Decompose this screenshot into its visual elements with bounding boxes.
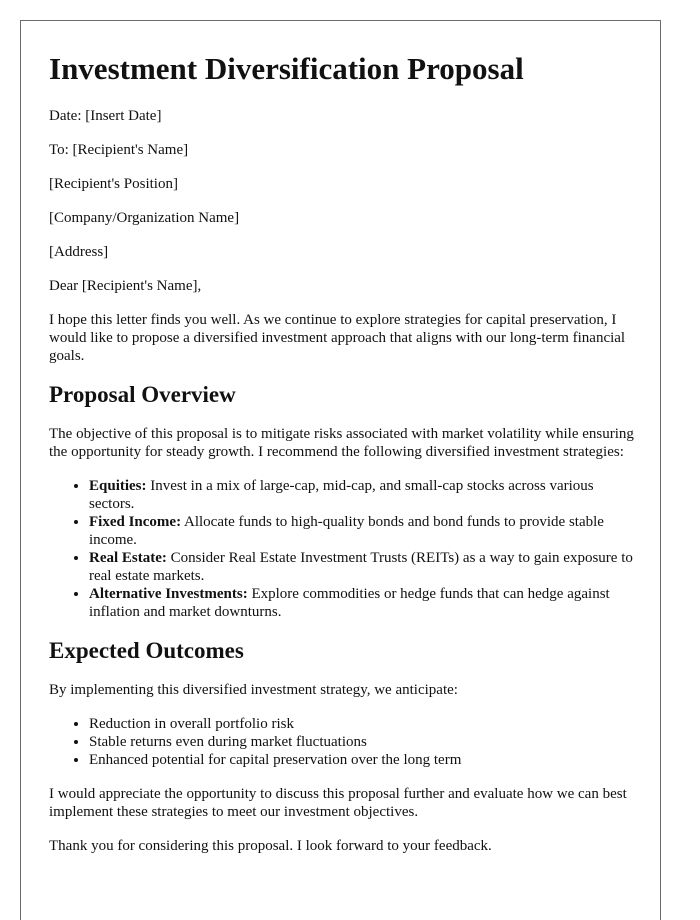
strategy-text: Explore commodities or hedge funds that can hedge against inflation and market downturns. <box>89 586 610 620</box>
outcome-item: • Reduction in overall portfolio risk <box>89 715 639 733</box>
outcome-item: • Enhanced potential for capital preservation over the long term <box>89 751 639 769</box>
strategy-item-real-estate <box>89 549 639 585</box>
letter-body <box>49 107 639 871</box>
strategy-text: Invest in a mix of large-cap, mid-cap, and small-cap stocks across various sectors. <box>89 478 594 512</box>
strategy-list <box>49 477 639 621</box>
section-heading-outcomes: Expected Outcomes <box>49 638 244 663</box>
company-line: [Company/Organization Name] <box>49 210 240 226</box>
recipient-position-line: [Recipient's Position] <box>49 176 178 192</box>
outcome-item: • Stable returns even during market fluctuations <box>89 733 639 751</box>
strategy-label: Equities: <box>89 478 147 494</box>
strategy-item-alternative <box>89 585 639 621</box>
date-line: Date: [Insert Date] <box>49 108 162 124</box>
recipient-name-line: To: [Recipient's Name] <box>49 142 189 158</box>
strategy-label: Fixed Income: <box>89 514 182 530</box>
strategy-label: Alternative Investments: <box>89 586 248 602</box>
outcomes-paragraph: By implementing this diversified investment strategy, we anticipate: <box>49 682 458 698</box>
strategy-label: Real Estate: <box>89 550 167 566</box>
strategy-text: Consider Real Estate Investment Trusts (REITs) as a way to gain exposure to real estate markets. <box>89 550 633 584</box>
thanks-paragraph: Thank you for considering this proposal. I look forward to your feedback. <box>49 838 492 854</box>
salutation: Dear [Recipient's Name], <box>49 278 202 294</box>
address-line: [Address] <box>49 244 109 260</box>
document-title: Investment Diversification Proposal <box>49 51 524 86</box>
letter-page <box>20 20 661 920</box>
strategy-item-fixed-income <box>89 513 639 549</box>
strategy-item-equities <box>89 477 639 513</box>
strategy-text: Allocate funds to high-quality bonds and bond funds to provide stable income. <box>89 514 604 548</box>
intro-paragraph: I hope this letter finds you well. As we continue to explore strategies for capital preservation, I would like to propose a diversified investment approach that aligns with our long-term financial goals. <box>49 312 626 364</box>
closing-paragraph: I would appreciate the opportunity to discuss this proposal further and evaluate how we can best implement these strategies to meet our investment objectives. <box>49 786 627 820</box>
overview-paragraph: The objective of this proposal is to mitigate risks associated with market volatility while ensuring the opportunity for steady growth. I recommend the following diversified investment strategies: <box>49 426 634 460</box>
section-heading-overview: Proposal Overview <box>49 382 236 407</box>
outcomes-list <box>49 715 639 769</box>
